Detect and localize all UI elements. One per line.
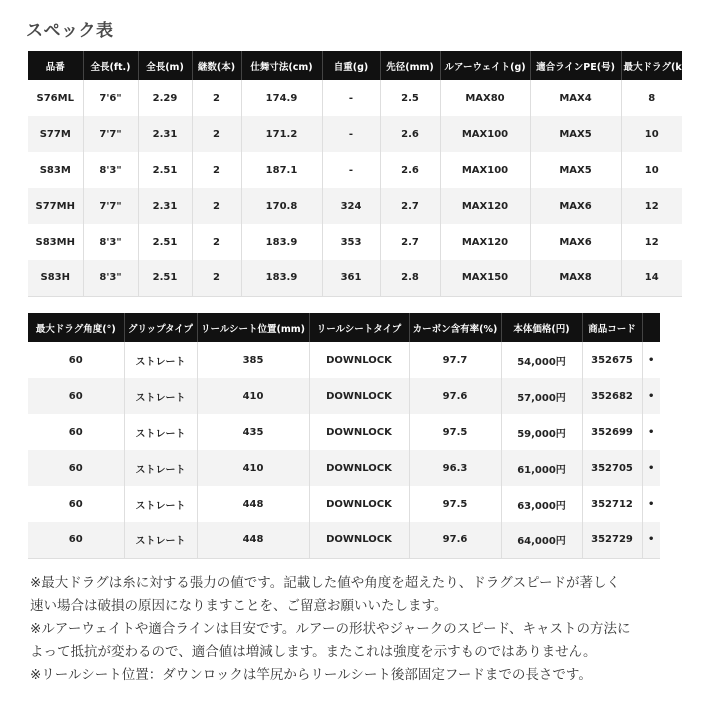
cell-tip-diameter: 2.7 <box>380 224 440 260</box>
cell-max-drag-angle: 60 <box>28 378 124 414</box>
cell-closed-length: 187.1 <box>241 152 322 188</box>
cell-reel-seat-position: 410 <box>197 450 309 486</box>
cell-bullet: • <box>642 522 660 558</box>
cell-price: 54,000円 <box>501 342 582 378</box>
cell-carbon-content: 97.5 <box>409 486 501 522</box>
cell-pieces: 2 <box>192 152 241 188</box>
note-line: よって抵抗が変わるので、適合値は増減します。またこれは強度を示すものではありません。 <box>30 644 597 660</box>
cell-weight: - <box>322 152 380 188</box>
cell-closed-length: 171.2 <box>241 116 322 152</box>
cell-length-m: 2.31 <box>138 188 192 224</box>
header-product-code: 商品コード <box>582 313 642 342</box>
cell-grip-type: ストレート <box>124 342 197 378</box>
header-model: 品番 <box>28 51 83 80</box>
cell-pieces: 2 <box>192 116 241 152</box>
header-extra <box>642 313 660 342</box>
cell-carbon-content: 97.6 <box>409 378 501 414</box>
table-header-row <box>28 51 682 80</box>
table-row <box>28 152 682 188</box>
cell-price: 64,000円 <box>501 522 582 558</box>
cell-bullet: • <box>642 342 660 378</box>
header-max-drag-angle: 最大ドラグ角度(°) <box>28 313 124 342</box>
cell-reel-seat-position: 410 <box>197 378 309 414</box>
cell-bullet: • <box>642 486 660 522</box>
cell-closed-length: 174.9 <box>241 80 322 116</box>
cell-model: S83H <box>28 260 83 296</box>
cell-reel-seat-type: DOWNLOCK <box>309 378 409 414</box>
cell-weight: 353 <box>322 224 380 260</box>
cell-pieces: 2 <box>192 260 241 296</box>
header-carbon-content: カーボン含有率(%) <box>409 313 501 342</box>
table-row <box>28 224 682 260</box>
cell-price: 61,000円 <box>501 450 582 486</box>
table-header-row <box>28 313 660 342</box>
cell-tip-diameter: 2.5 <box>380 80 440 116</box>
cell-model: S76ML <box>28 80 83 116</box>
cell-product-code: 352729 <box>582 522 642 558</box>
notes-section <box>30 572 706 687</box>
cell-max-drag-angle: 60 <box>28 450 124 486</box>
cell-model: S83MH <box>28 224 83 260</box>
cell-length-ft: 7'7" <box>83 116 138 152</box>
header-weight: 自重(g) <box>322 51 380 80</box>
cell-reel-seat-type: DOWNLOCK <box>309 414 409 450</box>
header-tip-diameter: 先径(mm) <box>380 51 440 80</box>
table-row <box>28 522 660 558</box>
cell-product-code: 352675 <box>582 342 642 378</box>
header-price: 本体価格(円) <box>501 313 582 342</box>
cell-max-drag: 10 <box>621 152 682 188</box>
cell-product-code: 352712 <box>582 486 642 522</box>
cell-grip-type: ストレート <box>124 522 197 558</box>
header-length-ft: 全長(ft.) <box>83 51 138 80</box>
cell-length-m: 2.51 <box>138 224 192 260</box>
header-max-drag: 最大ドラグ(kg) <box>621 51 682 80</box>
cell-length-ft: 7'6" <box>83 80 138 116</box>
cell-model: S83M <box>28 152 83 188</box>
cell-reel-seat-position: 385 <box>197 342 309 378</box>
cell-max-drag: 12 <box>621 188 682 224</box>
table-row <box>28 486 660 522</box>
cell-carbon-content: 97.5 <box>409 414 501 450</box>
cell-product-code: 352705 <box>582 450 642 486</box>
page-title: スペック表 <box>26 21 114 41</box>
cell-tip-diameter: 2.6 <box>380 152 440 188</box>
cell-product-code: 352699 <box>582 414 642 450</box>
table-row <box>28 260 682 296</box>
cell-max-drag: 10 <box>621 116 682 152</box>
cell-grip-type: ストレート <box>124 378 197 414</box>
cell-line-pe: MAX5 <box>530 116 621 152</box>
note-line: ※最大ドラグは糸に対する張力の値です。記載した値や角度を超えたり、ドラグスピードが著しく <box>30 575 621 591</box>
cell-grip-type: ストレート <box>124 414 197 450</box>
header-pieces: 継数(本) <box>192 51 241 80</box>
cell-pieces: 2 <box>192 224 241 260</box>
cell-closed-length: 183.9 <box>241 224 322 260</box>
cell-max-drag-angle: 60 <box>28 486 124 522</box>
cell-price: 63,000円 <box>501 486 582 522</box>
cell-closed-length: 183.9 <box>241 260 322 296</box>
note-line: ※ルアーウェイトや適合ラインは目安です。ルアーの形状やジャークのスピード、キャストの方法に <box>30 621 631 637</box>
cell-line-pe: MAX8 <box>530 260 621 296</box>
cell-reel-seat-type: DOWNLOCK <box>309 342 409 378</box>
cell-line-pe: MAX4 <box>530 80 621 116</box>
header-reel-seat-position: リールシート位置(mm) <box>197 313 309 342</box>
header-length-m: 全長(m) <box>138 51 192 80</box>
cell-line-pe: MAX6 <box>530 188 621 224</box>
note-line: ※リールシート位置：ダウンロックは竿尻からリールシート後部固定フードまでの長さです。 <box>30 667 592 683</box>
header-closed-length: 仕舞寸法(cm) <box>241 51 322 80</box>
cell-reel-seat-position: 448 <box>197 486 309 522</box>
note-line: 速い場合は破損の原因になりますことを、ご留意お願いいたします。 <box>30 598 448 614</box>
table-row <box>28 378 660 414</box>
cell-weight: - <box>322 116 380 152</box>
cell-max-drag-angle: 60 <box>28 414 124 450</box>
header-line-pe: 適合ラインPE(号) <box>530 51 621 80</box>
cell-model: S77MH <box>28 188 83 224</box>
cell-bullet: • <box>642 414 660 450</box>
cell-length-ft: 7'7" <box>83 188 138 224</box>
cell-bullet: • <box>642 450 660 486</box>
cell-lure-weight: MAX120 <box>440 224 530 260</box>
cell-max-drag-angle: 60 <box>28 522 124 558</box>
cell-length-ft: 8'3" <box>83 260 138 296</box>
cell-carbon-content: 97.6 <box>409 522 501 558</box>
cell-lure-weight: MAX100 <box>440 116 530 152</box>
table-row <box>28 188 682 224</box>
cell-reel-seat-type: DOWNLOCK <box>309 486 409 522</box>
header-lure-weight: ルアーウェイト(g) <box>440 51 530 80</box>
cell-tip-diameter: 2.6 <box>380 116 440 152</box>
cell-pieces: 2 <box>192 188 241 224</box>
cell-max-drag: 8 <box>621 80 682 116</box>
cell-reel-seat-type: DOWNLOCK <box>309 450 409 486</box>
cell-tip-diameter: 2.8 <box>380 260 440 296</box>
cell-closed-length: 170.8 <box>241 188 322 224</box>
cell-lure-weight: MAX150 <box>440 260 530 296</box>
cell-length-m: 2.31 <box>138 116 192 152</box>
table-row <box>28 450 660 486</box>
cell-lure-weight: MAX80 <box>440 80 530 116</box>
cell-line-pe: MAX5 <box>530 152 621 188</box>
cell-grip-type: ストレート <box>124 486 197 522</box>
cell-reel-seat-position: 435 <box>197 414 309 450</box>
table-row <box>28 342 660 378</box>
cell-grip-type: ストレート <box>124 450 197 486</box>
cell-product-code: 352682 <box>582 378 642 414</box>
cell-carbon-content: 97.7 <box>409 342 501 378</box>
cell-max-drag-angle: 60 <box>28 342 124 378</box>
cell-length-m: 2.51 <box>138 260 192 296</box>
cell-max-drag: 14 <box>621 260 682 296</box>
table-row <box>28 80 682 116</box>
cell-tip-diameter: 2.7 <box>380 188 440 224</box>
header-reel-seat-type: リールシートタイプ <box>309 313 409 342</box>
cell-length-m: 2.29 <box>138 80 192 116</box>
header-grip-type: グリップタイプ <box>124 313 197 342</box>
cell-weight: - <box>322 80 380 116</box>
spec-table-main <box>28 51 693 297</box>
cell-carbon-content: 96.3 <box>409 450 501 486</box>
cell-reel-seat-type: DOWNLOCK <box>309 522 409 558</box>
cell-weight: 324 <box>322 188 380 224</box>
cell-pieces: 2 <box>192 80 241 116</box>
cell-price: 59,000円 <box>501 414 582 450</box>
cell-weight: 361 <box>322 260 380 296</box>
table-row <box>28 116 682 152</box>
cell-lure-weight: MAX100 <box>440 152 530 188</box>
cell-lure-weight: MAX120 <box>440 188 530 224</box>
spec-table-secondary <box>28 313 660 559</box>
cell-length-ft: 8'3" <box>83 224 138 260</box>
cell-length-ft: 8'3" <box>83 152 138 188</box>
cell-line-pe: MAX6 <box>530 224 621 260</box>
cell-max-drag: 12 <box>621 224 682 260</box>
table-row <box>28 414 660 450</box>
cell-model: S77M <box>28 116 83 152</box>
cell-length-m: 2.51 <box>138 152 192 188</box>
cell-reel-seat-position: 448 <box>197 522 309 558</box>
cell-bullet: • <box>642 378 660 414</box>
cell-price: 57,000円 <box>501 378 582 414</box>
